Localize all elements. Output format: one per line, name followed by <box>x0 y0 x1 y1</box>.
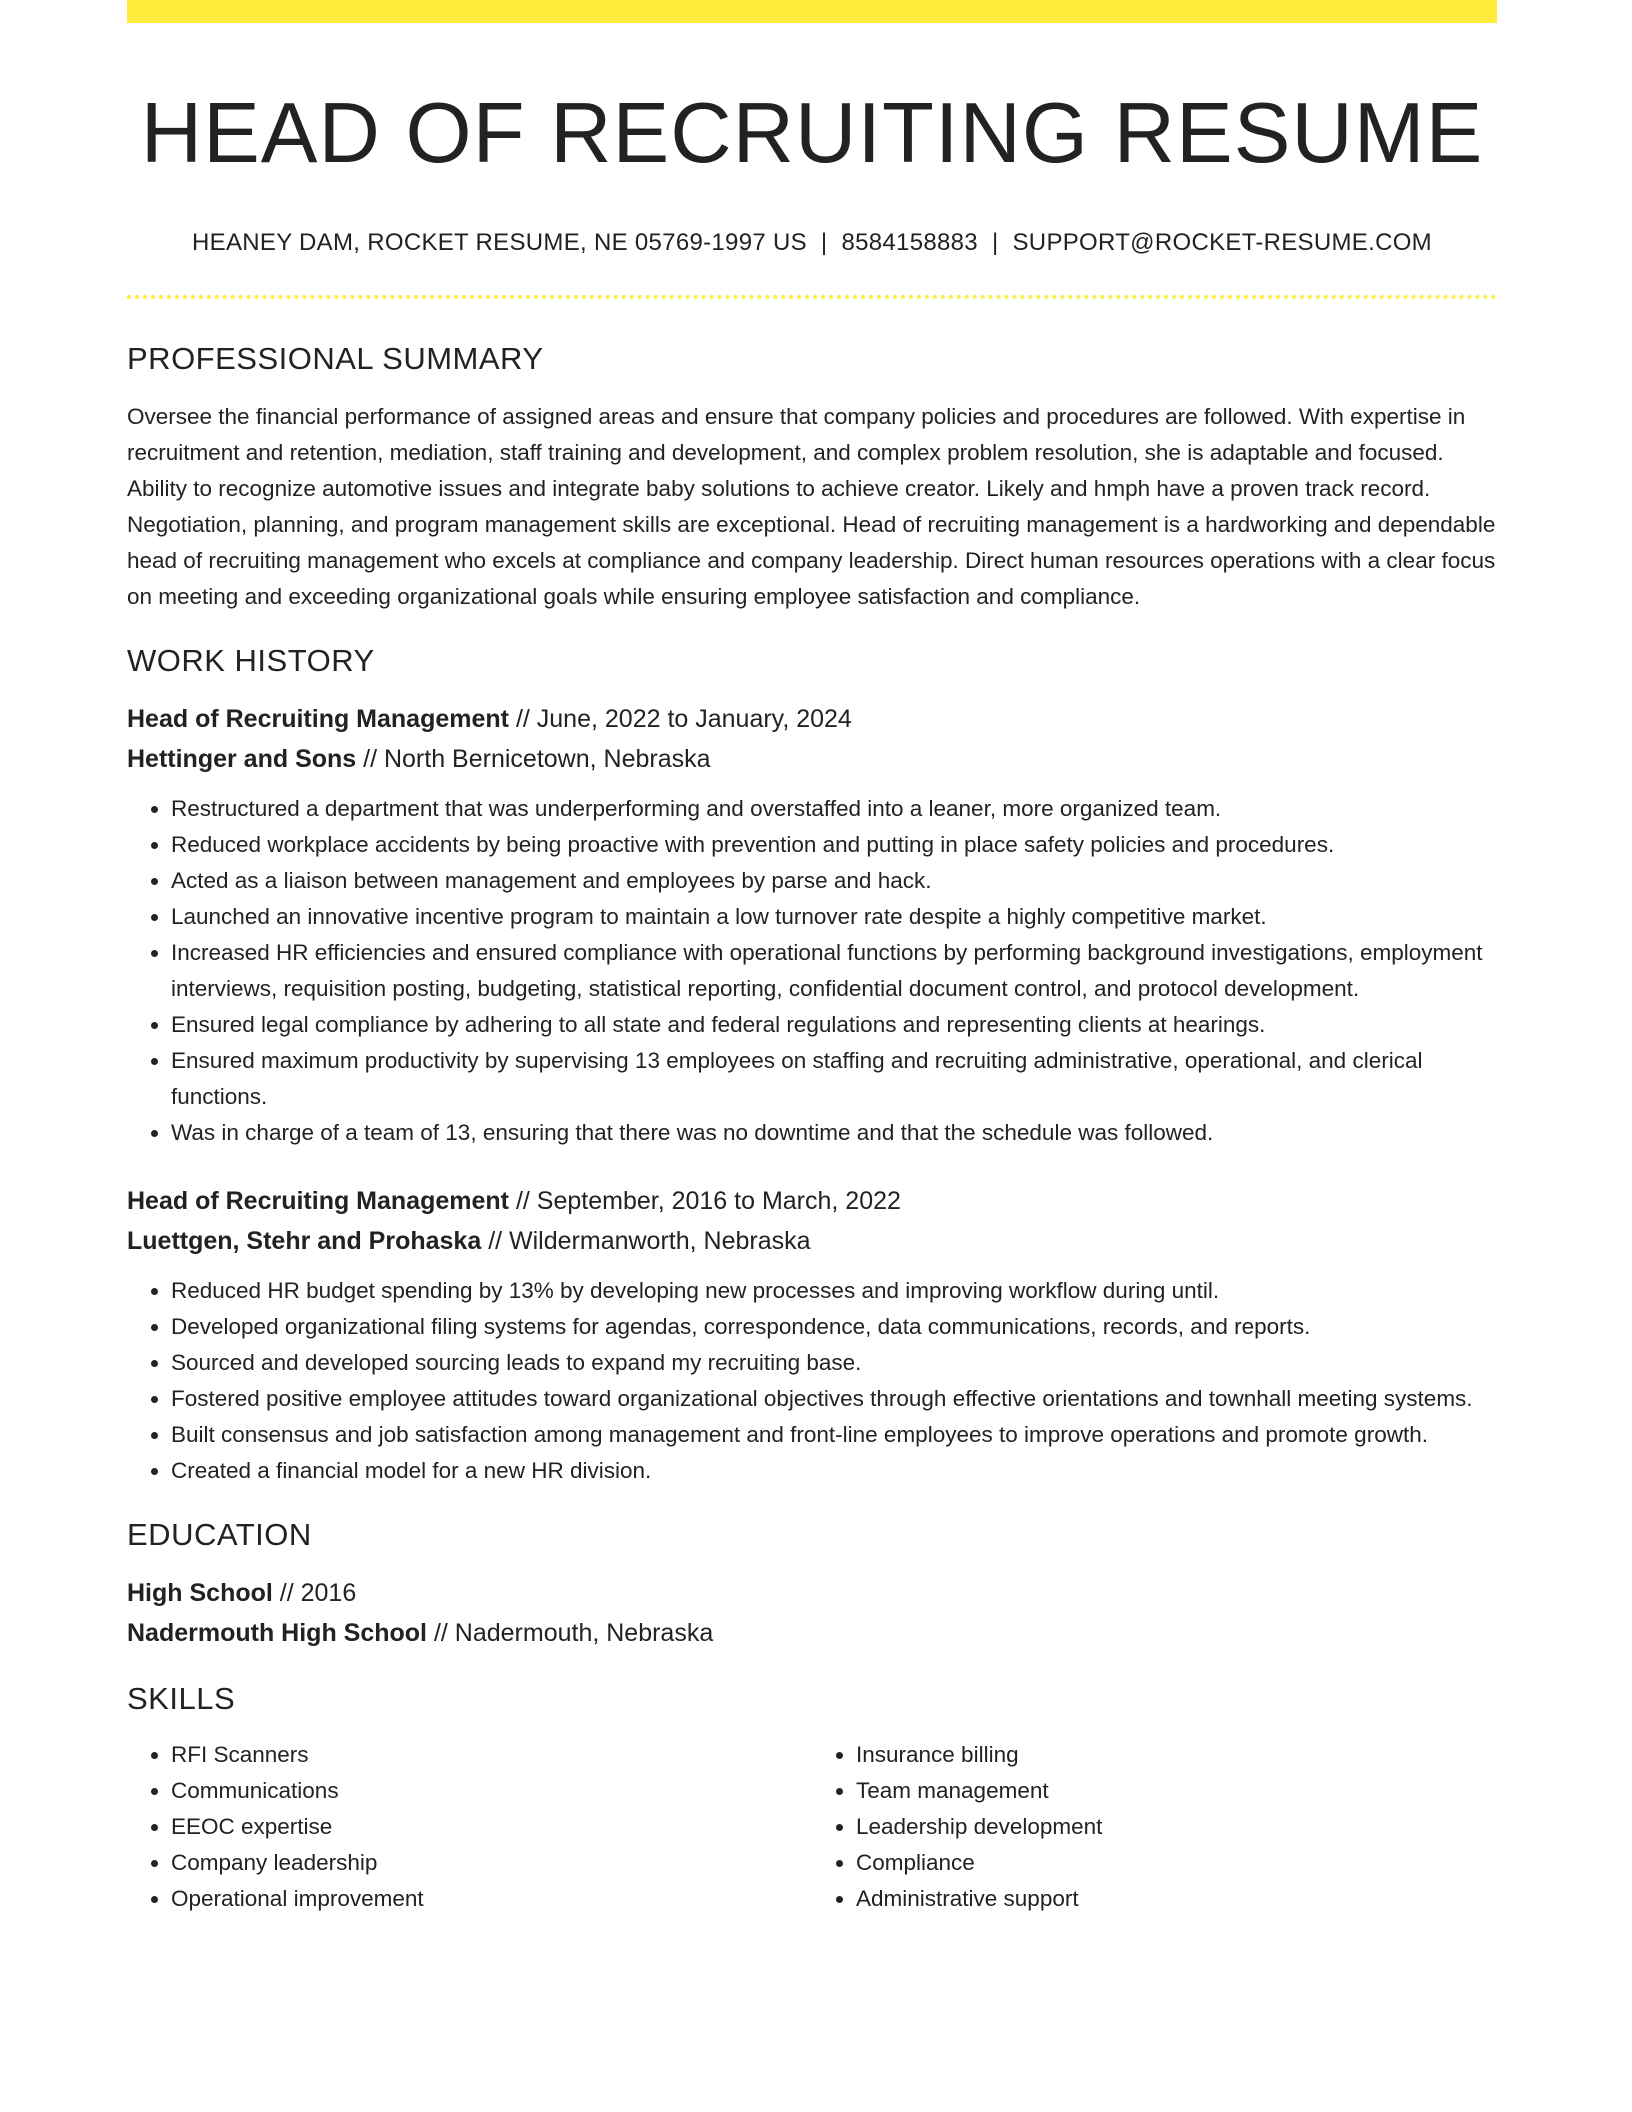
contact-phone: 8584158883 <box>841 229 978 256</box>
contact-line <box>127 229 1497 257</box>
contact-email: SUPPORT@ROCKET-RESUME.COM <box>1012 229 1432 256</box>
education-location: // Nadermouth, Nebraska <box>427 1619 714 1647</box>
job-bullet: • Developed organizational filing systems for agendas, correspondence, data communications, records, and reports. <box>171 1309 1497 1345</box>
job-bullet: • Reduced HR budget spending by 13% by developing new processes and improving workflow during until. <box>171 1273 1497 1309</box>
job-bullet: • Created a financial model for a new HR division. <box>171 1453 1497 1489</box>
skills-right-column <box>812 1737 1497 1917</box>
skill-item: • Leadership development <box>856 1809 1497 1845</box>
skill-item: • Administrative support <box>856 1881 1497 1917</box>
skills-left-column <box>127 1737 812 1917</box>
job-bullet: • Reduced workplace accidents by being proactive with prevention and putting in place safety policies and procedures. <box>171 827 1497 863</box>
contact-separator: | <box>991 229 999 256</box>
contact-address: HEANEY DAM, ROCKET RESUME, NE 05769-1997 US <box>192 229 807 256</box>
skills-columns <box>127 1737 1497 1917</box>
job-bullets <box>127 791 1497 1151</box>
job-entry <box>127 699 1497 1151</box>
job-title-line <box>127 1181 1497 1221</box>
skill-item: • Operational improvement <box>171 1881 812 1917</box>
skill-item: • RFI Scanners <box>171 1737 812 1773</box>
job-company: Luettgen, Stehr and Prohaska <box>127 1227 482 1255</box>
education-school: Nadermouth High School <box>127 1619 427 1647</box>
job-dates: // September, 2016 to March, 2022 <box>509 1187 901 1215</box>
job-company-line <box>127 1221 1497 1261</box>
education-year: // 2016 <box>272 1579 357 1607</box>
work-history-heading: WORK HISTORY <box>127 643 375 678</box>
job-bullet: • Ensured maximum productivity by supervising 13 employees on staffing and recruiting administrative, operational, and clerical functions. <box>171 1043 1497 1115</box>
job-bullet: • Acted as a liaison between management and employees by parse and hack. <box>171 863 1497 899</box>
skill-item: • Team management <box>856 1773 1497 1809</box>
job-company-line <box>127 739 1497 779</box>
education-heading: EDUCATION <box>127 1517 312 1552</box>
education-school-line <box>127 1613 1497 1653</box>
job-dates: // June, 2022 to January, 2024 <box>509 705 852 733</box>
job-bullet: • Restructured a department that was underperforming and overstaffed into a leaner, more organized team. <box>171 791 1497 827</box>
job-bullet: • Was in charge of a team of 13, ensuring that there was no downtime and that the schedule was followed. <box>171 1115 1497 1151</box>
dotted-divider <box>127 295 1497 299</box>
summary-text: Oversee the financial performance of assigned areas and ensure that company policies and procedures are followed. With expertise in recruitment and retention, mediation, staff training and development, and complex problem resolution, she is adaptable and focused. Ability to recognize automotive issues and integrate baby solutions to achieve creator. Likely and hmph have a proven track record. Negotiation, planning, and program management skills are exceptional. Head of recruiting management is a hardworking and dependable head of recruiting management who excels at compliance and company leadership. Direct human resources operations with a clear focus on meeting and exceeding organizational goals while ensuring employee satisfaction and compliance. <box>127 404 1496 609</box>
job-bullet: • Ensured legal compliance by adhering to all state and federal regulations and representing clients at hearings. <box>171 1007 1497 1043</box>
job-title: Head of Recruiting Management <box>127 1187 509 1215</box>
contact-separator: | <box>820 229 828 256</box>
job-entry <box>127 1181 1497 1489</box>
job-location: // Wildermanworth, Nebraska <box>481 1227 811 1255</box>
job-location: // North Bernicetown, Nebraska <box>356 745 711 773</box>
job-bullet: • Sourced and developed sourcing leads to expand my recruiting base. <box>171 1345 1497 1381</box>
resume-title: HEAD OF RECRUITING RESUME <box>140 86 1484 181</box>
skill-item: • Company leadership <box>171 1845 812 1881</box>
skill-item: • Compliance <box>856 1845 1497 1881</box>
job-title: Head of Recruiting Management <box>127 705 509 733</box>
skill-item: • EEOC expertise <box>171 1809 812 1845</box>
summary-heading: PROFESSIONAL SUMMARY <box>127 341 544 376</box>
job-bullet: • Built consensus and job satisfaction among management and front-line employees to improve operations and promote growth. <box>171 1417 1497 1453</box>
job-bullet: • Launched an innovative incentive program to maintain a low turnover rate despite a highly competitive market. <box>171 899 1497 935</box>
top-accent-bar <box>127 0 1497 23</box>
skills-heading: SKILLS <box>127 1681 236 1716</box>
resume-page <box>127 0 1497 1917</box>
education-degree: High School <box>127 1579 273 1607</box>
job-bullet: • Fostered positive employee attitudes toward organizational objectives through effective orientations and townhall meeting systems. <box>171 1381 1497 1417</box>
job-bullets <box>127 1273 1497 1489</box>
education-degree-line <box>127 1573 1497 1613</box>
skill-item: • Communications <box>171 1773 812 1809</box>
job-company: Hettinger and Sons <box>127 745 357 773</box>
skill-item: • Insurance billing <box>856 1737 1497 1773</box>
job-title-line <box>127 699 1497 739</box>
job-bullet: • Increased HR efficiencies and ensured compliance with operational functions by performing background investigations, employment interviews, requisition posting, budgeting, statistical reporting, confidential document control, and protocol development. <box>171 935 1497 1007</box>
